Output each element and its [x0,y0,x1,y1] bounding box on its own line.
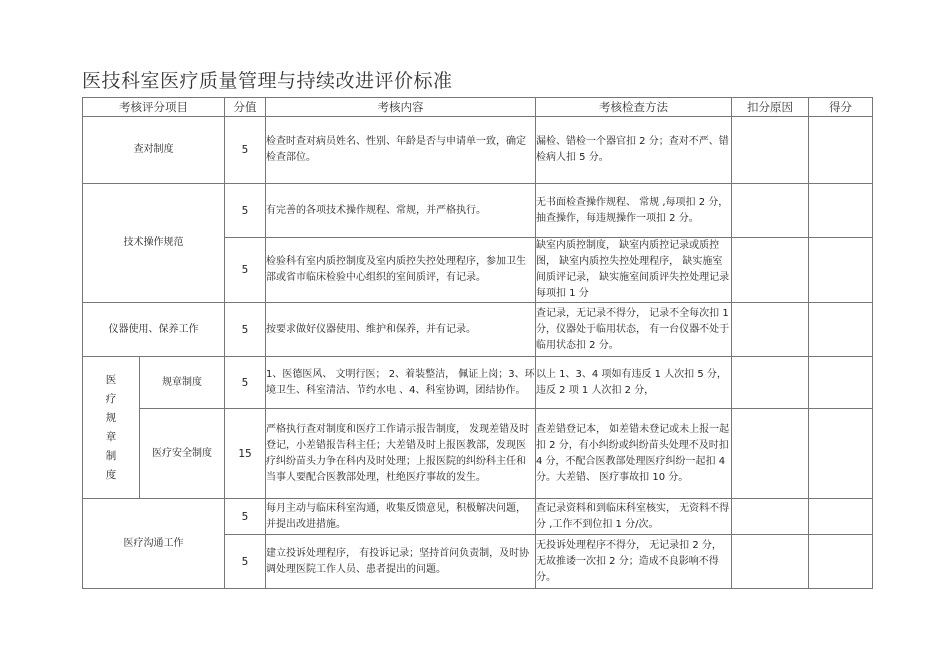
got-score-cell[interactable] [809,499,873,535]
header-got-score: 得分 [809,98,873,117]
method-cell: 以上 1、3、4 项如有违反 1 人次扣 5 分，违反 2 项 1 人次扣 2 分， [536,357,732,409]
table-row [83,117,873,184]
group-char: 章 [105,430,117,443]
got-score-cell[interactable] [809,184,873,238]
deduct-reason-cell[interactable] [732,117,809,184]
score-value: 5 [225,238,266,303]
evaluation-table [82,97,873,589]
content-cell: 每月主动与临床科室沟通，收集反馈意见，积极解决问题，并提出改进措施。 [266,499,536,535]
method-cell: 缺室内质控制度， 缺室内质控记录或质控图， 缺室内质控失控处理程序， 缺实施室间质评记录， 缺实施室间质评失控处理记录每项扣 1 分 [536,238,732,303]
got-score-cell[interactable] [809,357,873,409]
deduct-reason-cell[interactable] [732,357,809,409]
sub-item-name: 规章制度 [140,357,225,409]
got-score-cell[interactable] [809,409,873,499]
item-name: 技术操作规范 [83,184,225,303]
score-value: 5 [225,535,266,589]
method-cell: 漏检、错检一个器官扣 2 分；查对不严、错检病人扣 5 分。 [536,117,732,184]
content-cell: 检验科有室内质控制度及室内质控失控处理程序，参加卫生部或省市临床检验中心组织的室间质评，有记录。 [266,238,536,303]
method-cell: 无书面检查操作规程、 常规 ,每项扣 2 分，抽查操作，每违规操作一项扣 2 分。 [536,184,732,238]
got-score-cell[interactable] [809,117,873,184]
header-deduct-reason: 扣分原因 [732,98,809,117]
group-char: 疗 [105,392,117,405]
deduct-reason-cell[interactable] [732,238,809,303]
score-value: 15 [225,409,266,499]
item-name: 医疗沟通工作 [83,499,225,589]
content-cell: 有完善的各项技术操作规程、常规，并严格执行。 [266,184,536,238]
score-value: 5 [225,357,266,409]
content-cell: 1、医德医风、 文明行医； 2、着装整洁， 佩证上岗；3、环境卫生、科室清洁、节约水电 、4、科室协调，团结协作。 [266,357,536,409]
content-cell: 建立投诉处理程序， 有投诉记录；坚持首问负责制，及时协调处理医院工作人员、患者提出的问题。 [266,535,536,589]
group-label-medical-rules [83,357,140,499]
content-cell: 按要求做好仪器使用、维护和保养，并有记录。 [266,303,536,357]
score-value: 5 [225,303,266,357]
deduct-reason-cell[interactable] [732,303,809,357]
header-row [83,98,873,117]
page-title: 医技科室医疗质量管理与持续改进评价标准 [82,70,453,92]
content-cell: 严格执行查对制度和医疗工作请示报告制度， 发现差错及时登记，小差错报告科主任；大差错及时上报医教部，发现医疗纠纷苗头力争在科内及时处理；上报医院的纠纷科主任和当事人要配合医教部处理，杜绝医疗事故的发生。 [266,409,536,499]
sub-item-name: 医疗安全制度 [140,409,225,499]
deduct-reason-cell[interactable] [732,499,809,535]
deduct-reason-cell[interactable] [732,409,809,499]
group-char: 规 [105,411,117,424]
table-row [83,357,873,409]
table-row [83,499,873,535]
table-row [83,303,873,357]
deduct-reason-cell[interactable] [732,184,809,238]
got-score-cell[interactable] [809,238,873,303]
content-cell: 检查时查对病员姓名、性别、年龄是否与申请单一致，确定检查部位。 [266,117,536,184]
deduct-reason-cell[interactable] [732,535,809,589]
item-name: 查对制度 [83,117,225,184]
group-char: 制 [105,449,117,462]
header-method: 考核检查方法 [536,98,732,117]
table-row [83,409,873,499]
score-value: 5 [225,184,266,238]
got-score-cell[interactable] [809,535,873,589]
header-content: 考核内容 [266,98,536,117]
group-char: 度 [105,468,117,481]
item-name: 仪器使用、保养工作 [83,303,225,357]
method-cell: 无投诉处理程序不得分， 无记录扣 2 分，无故推诿一次扣 2 分；造成不良影响不得分。 [536,535,732,589]
group-char: 医 [105,373,117,386]
method-cell: 查差错登记本， 如差错未登记或未上报一起扣 2 分，有小纠纷或纠纷苗头处理不及时扣 4 分，不配合医教部处理医疗纠纷一起扣 4 分。大差错、 医疗事故扣 10 分。 [536,409,732,499]
method-cell: 查记录资料和到临床科室核实， 无资料不得分 ,工作不到位扣 1 分/次。 [536,499,732,535]
table-row [83,184,873,238]
method-cell: 查记录，无记录不得分， 记录不全每次扣 1 分，仪器处于临用状态， 有一台仪器不处于临用状态扣 2 分。 [536,303,732,357]
score-value: 5 [225,117,266,184]
score-value: 5 [225,499,266,535]
got-score-cell[interactable] [809,303,873,357]
header-item: 考核评分项目 [83,98,225,117]
header-score: 分值 [225,98,266,117]
